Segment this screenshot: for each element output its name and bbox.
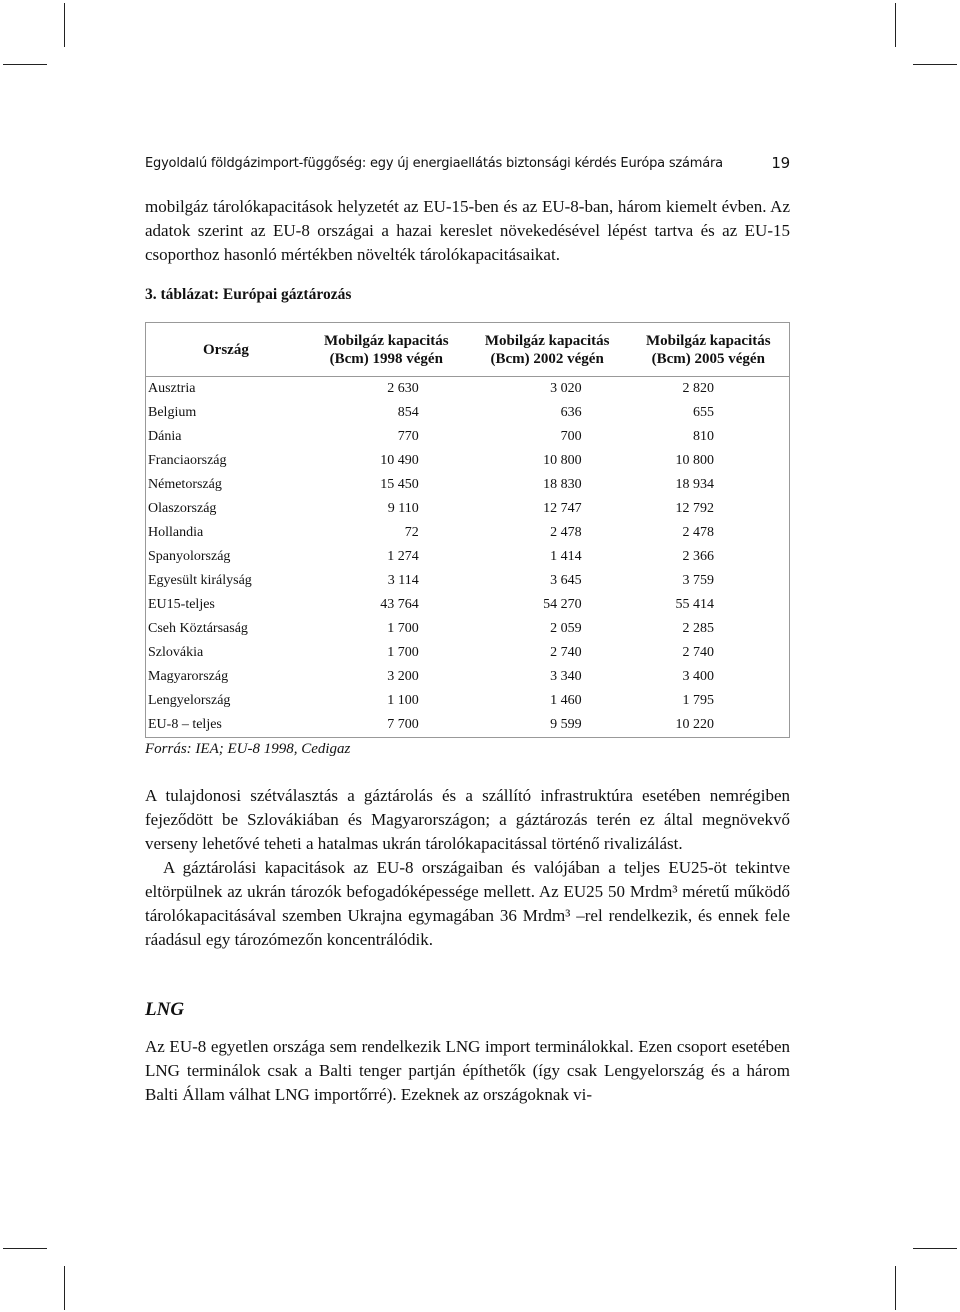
country-cell: Spanyolország: [146, 545, 306, 569]
capacity-cell: 55 414: [628, 593, 790, 617]
country-cell: Cseh Köztársaság: [146, 617, 306, 641]
capacity-cell: 1 100: [387, 693, 419, 708]
capacity-cell: 2 630: [387, 381, 419, 396]
capacity-cell: 15 450: [380, 477, 419, 492]
capacity-cell: 18 830: [543, 477, 582, 492]
country-cell: EU15-teljes: [146, 593, 306, 617]
table-caption: 3. táblázat: Európai gáztározás: [145, 286, 352, 303]
column-header: Mobilgáz kapacitás (Bcm) 2002 végén: [467, 323, 628, 377]
capacity-cell: 9 599: [467, 713, 628, 738]
crop-mark: [64, 1266, 65, 1310]
capacity-cell: 2 366: [628, 545, 790, 569]
capacity-cell: 9 110: [387, 501, 419, 516]
capacity-cell: 10 220: [628, 713, 790, 738]
capacity-cell: 2 059: [550, 621, 582, 636]
table-source: Forrás: IEA; EU-8 1998, Cedigaz: [145, 741, 351, 757]
table-row: [146, 377, 790, 402]
country-cell: Szlovákia: [146, 641, 306, 665]
table-row: [146, 521, 790, 545]
capacity-cell: 43 764: [380, 597, 419, 612]
capacity-cell: 2 820: [628, 377, 790, 402]
capacity-cell: 2 740: [628, 641, 790, 665]
table-row: [146, 593, 790, 617]
capacity-cell: 636: [560, 405, 582, 420]
crop-mark: [3, 64, 47, 65]
table-row: [146, 449, 790, 473]
capacity-cell: 2 740: [550, 645, 582, 660]
capacity-cell: 3 200: [387, 669, 419, 684]
country-cell: Németország: [146, 473, 306, 497]
crop-mark: [895, 1266, 896, 1310]
country-cell: Olaszország: [146, 497, 306, 521]
capacity-cell: 12 792: [628, 497, 790, 521]
country-cell: EU-8 – teljes: [146, 713, 306, 738]
capacity-cell: 854: [397, 405, 419, 420]
capacity-cell: 18 934: [628, 473, 790, 497]
capacity-cell: 1 700: [387, 621, 419, 636]
country-cell: Lengyelország: [146, 689, 306, 713]
capacity-cell: 810: [628, 425, 790, 449]
country-cell: Belgium: [146, 401, 306, 425]
capacity-cell: 3 645: [550, 573, 582, 588]
capacity-cell: 3 020: [550, 381, 582, 396]
table-row: [146, 497, 790, 521]
body-paragraph: A tulajdonosi szétválasztás a gáztárolás és a szállító infrastruktúra esetében nemrégiben fejeződött be Szlovákiában és Magyarországon; a gáztározás terén ez által megnövekvő verseny lehetővé teheti a hatalmas ukrán tárolókapacitással történő rivalizálást.: [145, 786, 790, 853]
body-paragraphs: [145, 784, 790, 952]
crop-mark: [913, 1248, 957, 1249]
capacity-cell: 1 414: [550, 549, 582, 564]
lng-paragraph-text: Az EU-8 egyetlen országa sem rendelkezik LNG import terminálokkal. Ezen csoport esetében LNG terminálok csak a Balti tenger partján építhetők (így csak Lengyelország és a három Balti Állam válhat LNG importőrré). Ezeknek az országoknak vi-: [145, 1037, 790, 1104]
table-row: [146, 713, 790, 738]
capacity-cell: 2 285: [628, 617, 790, 641]
crop-mark: [895, 3, 896, 47]
capacity-cell: 10 490: [380, 453, 419, 468]
column-header: Mobilgáz kapacitás (Bcm) 2005 végén: [628, 323, 790, 377]
page-number: 19: [771, 154, 790, 172]
crop-mark: [913, 64, 957, 65]
running-head: [145, 154, 790, 176]
capacity-cell: 770: [397, 429, 419, 444]
capacity-cell: 2 478: [628, 521, 790, 545]
crop-mark: [3, 1248, 47, 1249]
capacity-cell: 3 114: [387, 573, 419, 588]
table-row: [146, 425, 790, 449]
capacity-cell: 12 747: [543, 501, 582, 516]
capacity-cell: 3 400: [628, 665, 790, 689]
capacity-cell: 72: [404, 525, 419, 540]
table-row: [146, 665, 790, 689]
capacity-cell: 54 270: [543, 597, 582, 612]
capacity-cell: 2 478: [550, 525, 582, 540]
section-heading-lng: LNG: [145, 999, 185, 1020]
table-header-row: [146, 323, 790, 377]
capacity-cell: 655: [628, 401, 790, 425]
gas-storage-table: [145, 322, 790, 738]
table-row: [146, 473, 790, 497]
country-cell: Dánia: [146, 425, 306, 449]
country-cell: Magyarország: [146, 665, 306, 689]
table-row: [146, 401, 790, 425]
body-paragraph: A gáztárolási kapacitások az EU-8 országaiban és valójában a teljes EU25-öt tekintve eltörpülnek az ukrán tározók befogadóképessége mellett. Az EU25 50 Mrdm³ méretű működő tárolókapacitásával szemben Ukrajna egymagában 36 Mrdm³ –rel rendelkezik, és ennek fele ráadásul egy tározómezőn koncentrálódik.: [145, 858, 790, 949]
intro-paragraph: [145, 195, 790, 267]
capacity-cell: 10 800: [543, 453, 582, 468]
table-row: [146, 545, 790, 569]
table-body: [146, 377, 790, 738]
table-row: [146, 689, 790, 713]
capacity-cell: 1 700: [387, 645, 419, 660]
country-cell: Hollandia: [146, 521, 306, 545]
column-header: Mobilgáz kapacitás (Bcm) 1998 végén: [306, 323, 467, 377]
table-row: [146, 617, 790, 641]
capacity-cell: 700: [560, 429, 582, 444]
column-header: Ország: [146, 323, 306, 377]
country-cell: Franciaország: [146, 449, 306, 473]
capacity-cell: 1 795: [628, 689, 790, 713]
country-cell: Ausztria: [146, 377, 306, 402]
lng-paragraph: [145, 1035, 790, 1107]
country-cell: Egyesült királyság: [146, 569, 306, 593]
capacity-cell: 3 759: [628, 569, 790, 593]
capacity-cell: 1 274: [387, 549, 419, 564]
intro-paragraph-text: mobilgáz tárolókapacitások helyzetét az EU-15-ben és az EU-8-ban, három kiemelt évben. Az adatok szerint az EU-8 országai a hazai kereslet növekedésével lépést tartva és az EU-15 csoporthoz hasonló mértékben növelték tárolókapacitásaikat.: [145, 197, 790, 264]
table-row: [146, 641, 790, 665]
running-head-title: Egyoldalú földgázimport-függőség: egy új energiaellátás biztonsági kérdés Európa számára: [145, 156, 723, 171]
capacity-cell: 10 800: [628, 449, 790, 473]
capacity-cell: 1 460: [550, 693, 582, 708]
capacity-cell: 7 700: [306, 713, 467, 738]
crop-mark: [64, 3, 65, 47]
capacity-cell: 3 340: [550, 669, 582, 684]
table-row: [146, 569, 790, 593]
